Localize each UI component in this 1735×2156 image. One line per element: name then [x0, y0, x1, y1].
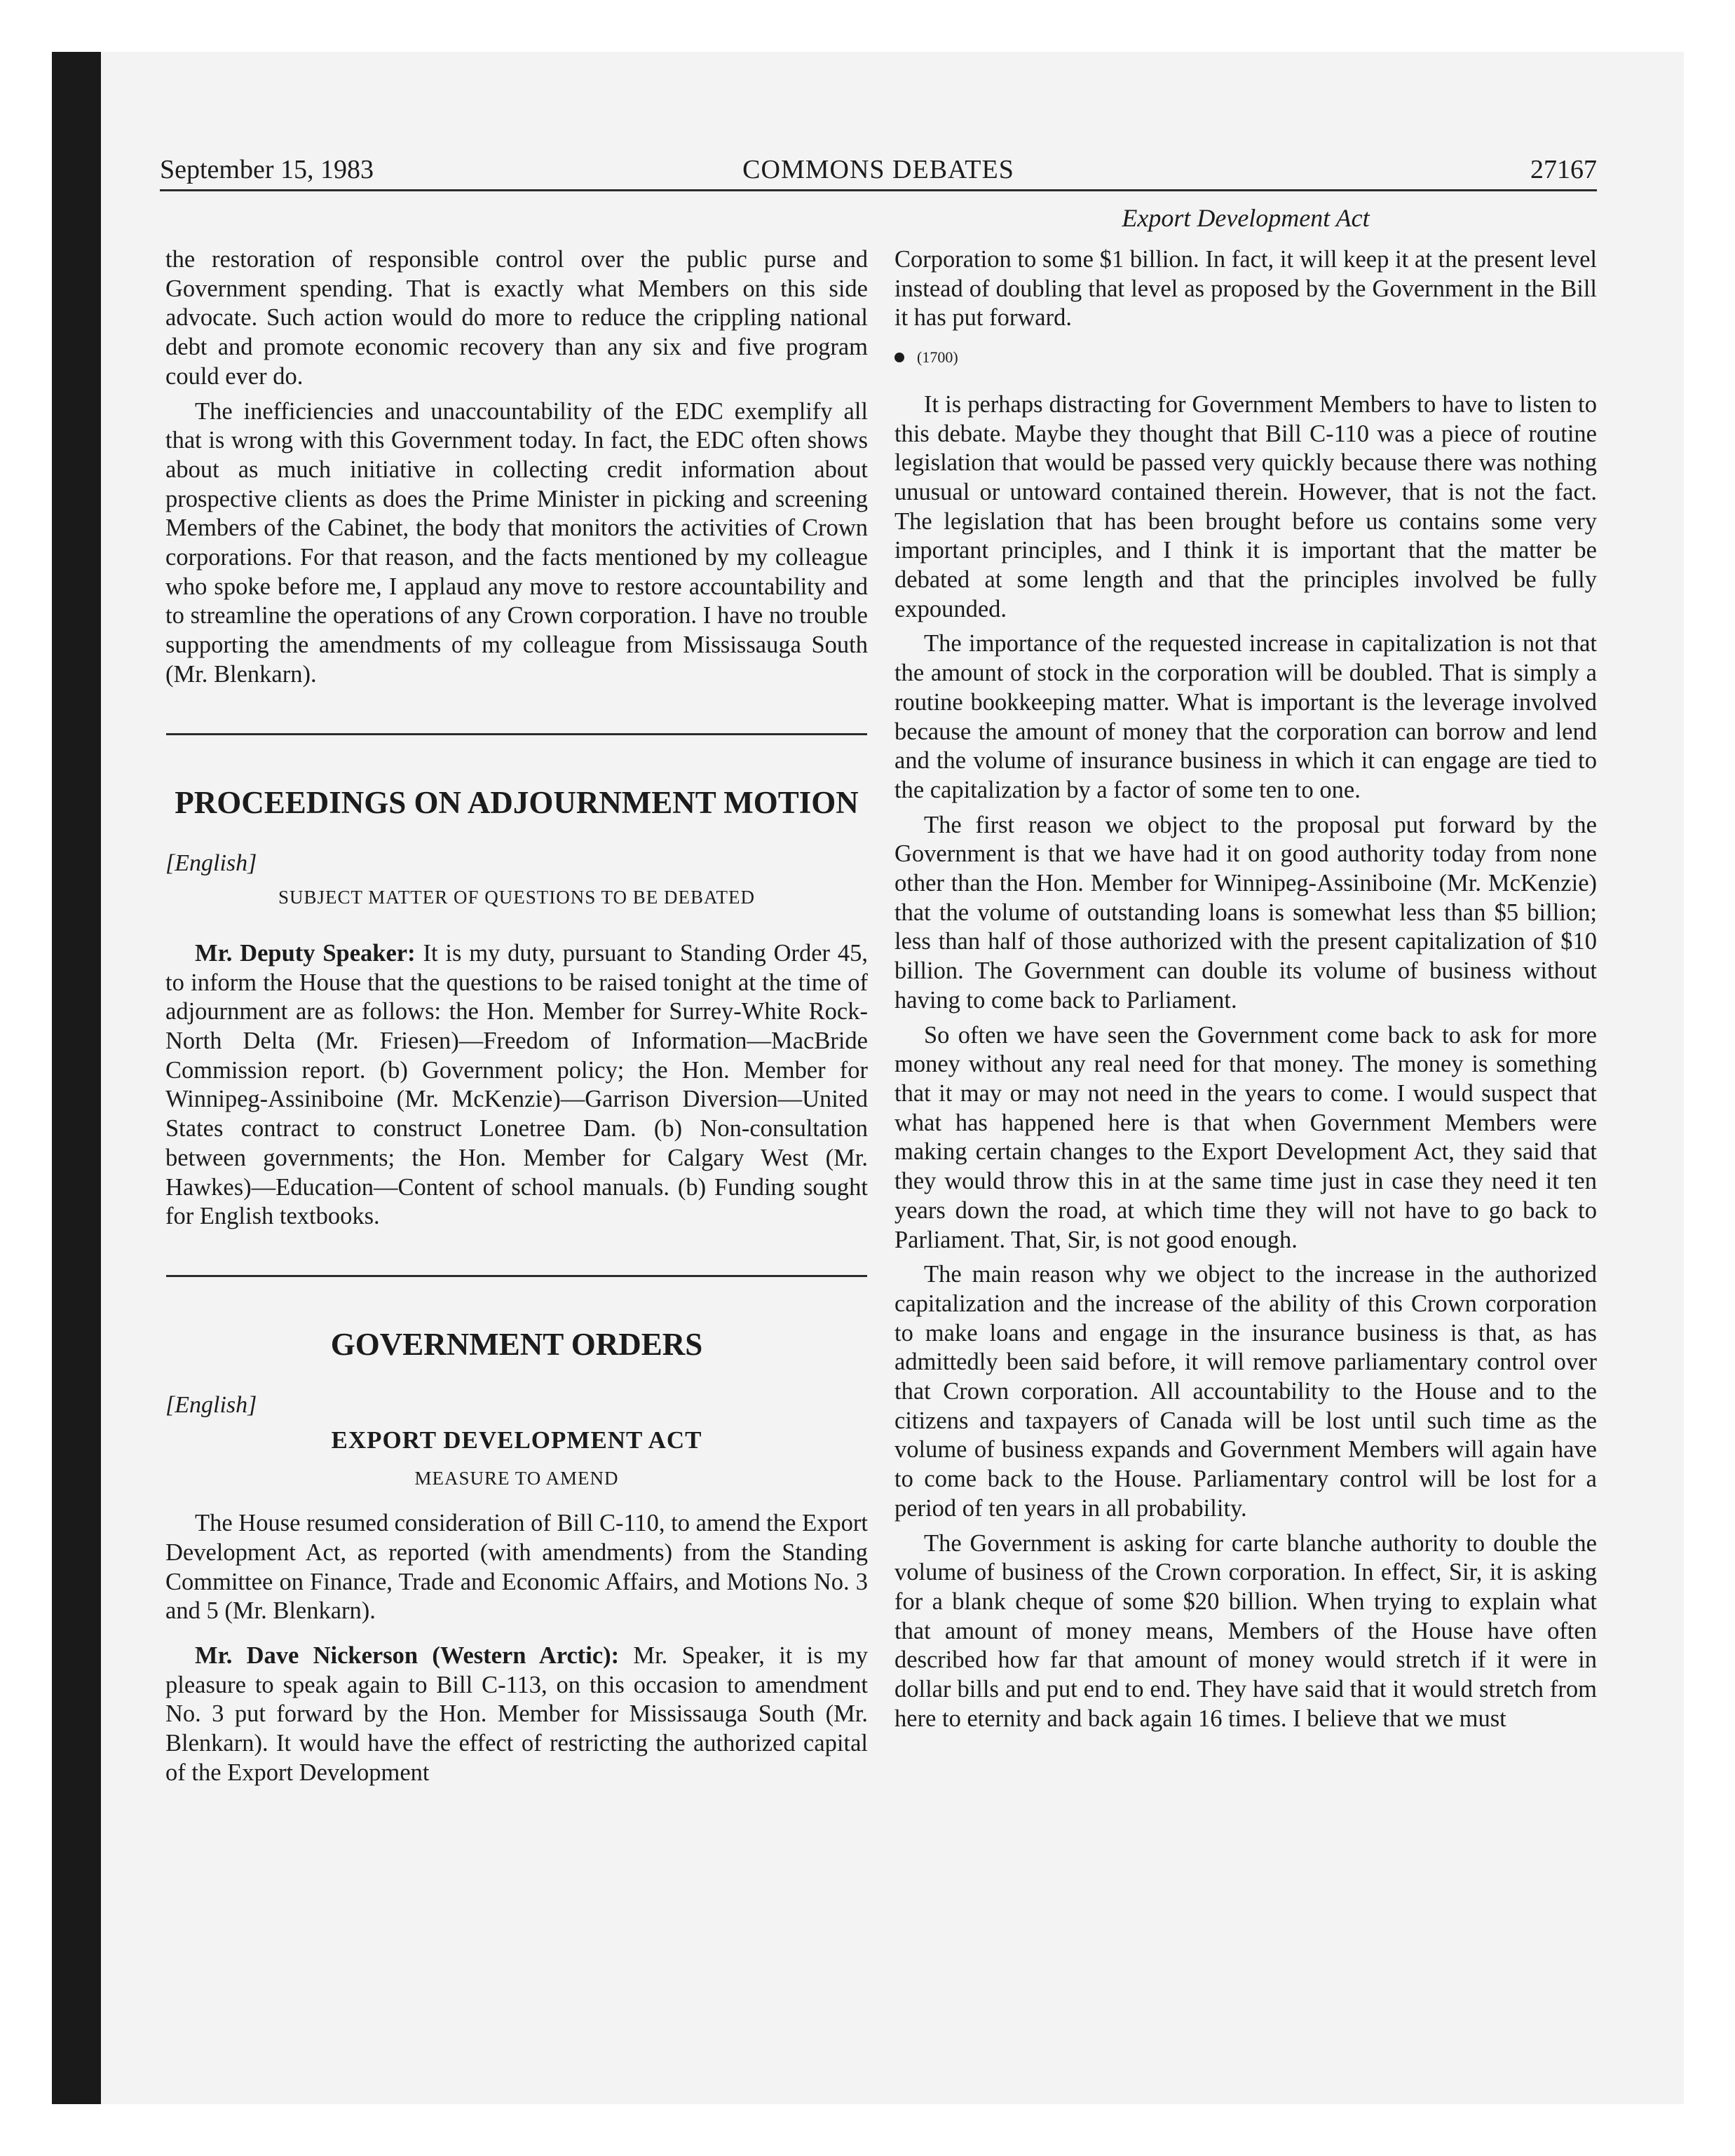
paragraph: The inefficiencies and unaccountability of the EDC exemplify all that is wrong with this Government today. In fact, the EDC often shows about as much initiative in collecting credit information about prospective clients as does the Prime Minister in picking and screening Members of the Cabinet, the body that monitors the activities of Crown corporations. For that reason, and the facts mentioned by my colleague who spoke before me, I applaud any move to restore accountability and to streamline the operations of any Crown corporation. I have no trouble supporting the amendments of my colleague from Mississauga South (Mr. Blenkarn).	[165, 397, 868, 688]
section-heading: PROCEEDINGS ON ADJOURNMENT MOTION	[175, 784, 859, 820]
header-date: September 15, 1983	[160, 155, 374, 184]
section-divider	[166, 1275, 867, 1277]
bill-subtitle: MEASURE TO AMEND	[414, 1468, 619, 1489]
speech-text: It is my duty, pursuant to Standing Order 45, to inform the House that the questions to be raised tonight at the time of adjournment are as follows: the Hon. Member for Surrey-White Rock-North Delta (Mr. Friesen)—Freedom of Information—MacBride Commission report. (b) Government policy; the Hon. Member for Winnipeg-Assiniboine (Mr. McKenzie)—Garrison Diversion—United States contract to construct Lonetree Dam. (b) Non-consultation between governments; the Hon. Member for Calgary West (Mr. Hawkes)—Education—Content of school manuals. (b) Funding sought for English textbooks.	[165, 939, 868, 1230]
speaker-name: Mr. Dave Nickerson (Western Arctic):	[195, 1642, 620, 1669]
paragraph: The importance of the requested increase in capitalization is not that the amount of stock in the corporation will be doubled. That is simply a routine bookkeeping matter. What is important is the leverage involved because the amount of money that the corporation can borrow and lend and the volume of insurance business in which it can engage are tied to the capitalization by a factor of some ten to one.	[894, 630, 1597, 803]
paragraph: The Government is asking for carte blanche authority to double the volume of business of the Crown corporation. In effect, Sir, it is asking for a blank cheque of some $20 billion. When trying to explain what that amount of money means, Members of the House have often described how far that amount of money would stretch if it were in dollar bills and put end to end. They have said that it would stretch from here to eternity and back again 16 times. I believe that we must	[894, 1529, 1597, 1732]
paragraph: the restoration of responsible control over the public purse and Government spending. That is exactly what Members on this side advocate. Such action would do more to reduce the crippling national debt and promote economic recovery than any six and five program could ever do.	[165, 246, 868, 390]
paragraph: Corporation to some $1 billion. In fact, it will keep it at the present level instead of doubling that level as proposed by the Government in the Bill it has put forward.	[894, 246, 1597, 332]
bullet-icon	[894, 353, 904, 362]
language-tag: [English]	[165, 1391, 257, 1418]
section-subtitle: SUBJECT MATTER OF QUESTIONS TO BE DEBATED	[278, 887, 756, 908]
paragraph: The main reason why we object to the increase in the authorized capitalization and the increase of the ability of this Crown corporation to make loans and engage in the insurance business is that, as has admittedly been said before, it will remove parliamentary control over that Crown corporation. All accountability to the House and to the citizens and taxpayers of Canada will be lost until such time as the volume of business expands and Government Members will again have to come back to the House. Parliamentary control will be lost for a period of ten years in all probability.	[894, 1261, 1597, 1522]
speaker-name: Mr. Deputy Speaker:	[195, 939, 416, 967]
paragraph: The House resumed consideration of Bill C-110, to amend the Export Development Act, as reported (with amendments) from the Standing Committee on Finance, Trade and Economic Affairs, and Motions No. 3 and 5 (Mr. Blenkarn).	[165, 1510, 868, 1625]
speech-text: Mr. Speaker, it is my pleasure to speak again to Bill C-113, on this occasion to amendment No. 3 put forward by the Hon. Member for Mississauga South (Mr. Blenkarn). It would have the effect of restricting the authorized capital of the Export Development	[165, 1642, 869, 1786]
paragraph: It is perhaps distracting for Government Members to have to listen to this debate. Maybe they thought that Bill C-110 was a piece of routine legislation that would be passed very quickly because there was nothing unusual or untoward contained therein. However, that is not the fact. The legislation that has been brought before us contains some very important principles, and I think it is important that the matter be debated at some length and that the principles involved be fully expounded.	[894, 390, 1597, 622]
time-marker	[894, 343, 1597, 372]
paragraph: So often we have seen the Government come back to ask for more money without any real need for that money. The money is something that it may or may not need in the years to come. I would suspect that what has happened here is that when Government Members were making certain changes to the Export Development Act, they said that they would throw this in at the same time just in case they need it ten years down the road, at which time they will not have to go back to Parliament. That, Sir, is not good enough.	[894, 1021, 1597, 1253]
header-publication: COMMONS DEBATES	[742, 155, 1014, 184]
section-divider	[166, 733, 867, 735]
paragraph: The first reason we object to the proposal put forward by the Government is that we have had it on good authority today from none other than the Hon. Member for Winnipeg-Assiniboine (Mr. McKenzie) that the volume of outstanding loans is somewhat less than $5 billion; less than half of those authorized with the present capitalization of $10 billion. The Government can double its volume of business without having to come back to Parliament.	[894, 811, 1597, 1014]
running-title: Export Development Act	[1122, 204, 1370, 232]
language-tag: [English]	[165, 850, 257, 876]
time-stamp: (1700)	[917, 348, 958, 367]
section-heading: GOVERNMENT ORDERS	[330, 1326, 703, 1362]
left-column	[165, 245, 868, 1793]
speech-paragraph	[165, 939, 868, 1231]
right-column	[894, 245, 1597, 1739]
header-page-number: 27167	[1530, 155, 1597, 184]
scan-edge	[52, 52, 101, 2104]
speech-paragraph	[165, 1642, 868, 1788]
bill-title: EXPORT DEVELOPMENT ACT	[331, 1426, 702, 1454]
page-header	[160, 147, 1597, 191]
